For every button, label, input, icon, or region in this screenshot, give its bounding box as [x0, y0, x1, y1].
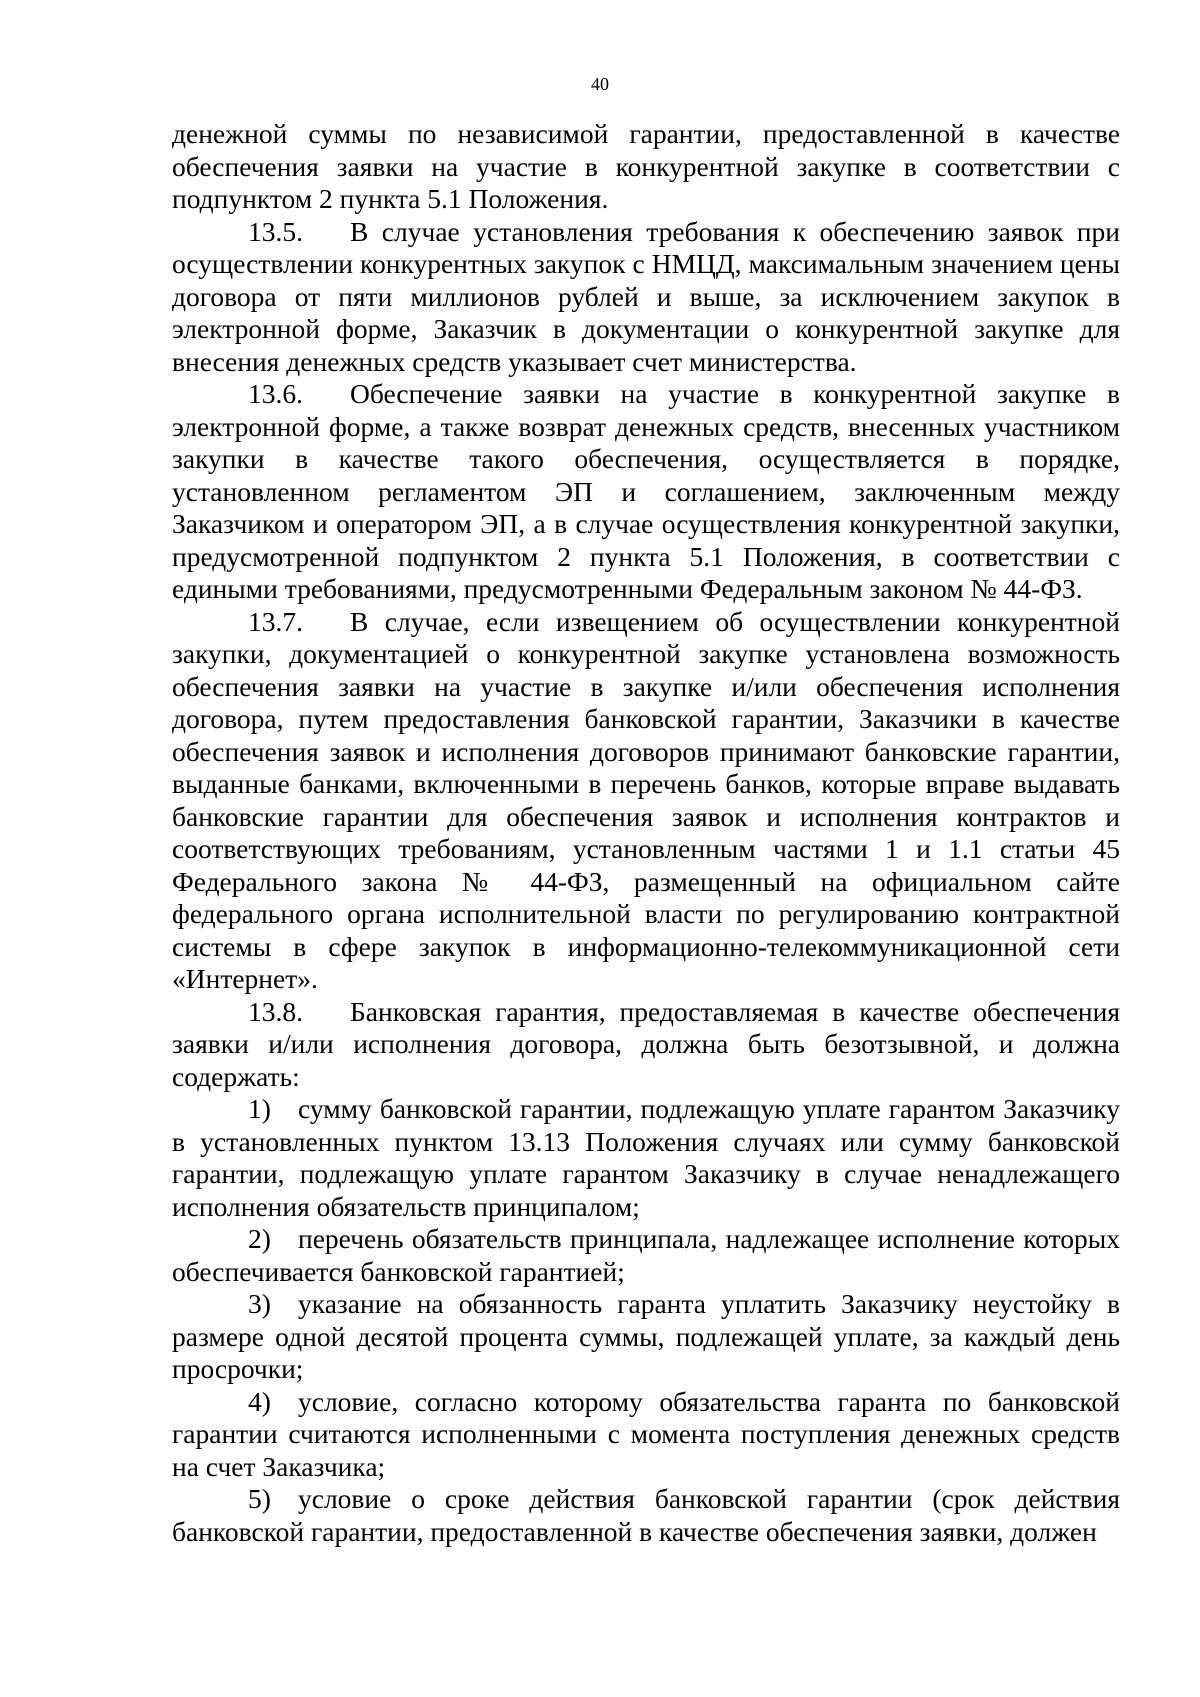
- list-item-number: 1): [248, 1093, 271, 1124]
- clause-number: 13.5.: [248, 215, 303, 247]
- clause-13-7: [172, 606, 1120, 996]
- clause-13-8: [172, 996, 1120, 1094]
- paragraph-continuation: [172, 118, 1120, 216]
- clause-text: В случае, если извещением об осуществлении конкурентной закупки, документацией о конкурентной закупке установлена возможность обеспечения заявки на участие в закупке и/или обеспечения исполнения договора, путем предоставления банковской гарантии, Заказчики в качестве обеспечения заявок и исполнения договоров принимают банковские гарантии, выданные банками, включенными в перечень банков, которые вправе выдавать банковские гарантии для обеспечения заявок и исполнения контрактов и соответствующих требованиям, установленным частями 1 и 1.1 статьи 45 Федерального закона № 44-ФЗ, размещенный на официальном сайте федерального органа исполнительной власти по регулированию контрактной системы в сфере закупок в информационно-телекоммуникационной сети «Интернет».: [172, 605, 1120, 994]
- list-item-text: перечень обязательств принципала, надлежащее исполнение которых обеспечивается банковской гарантией;: [172, 1223, 1120, 1287]
- clause-number: 13.6.: [248, 378, 303, 409]
- list-item-text: сумму банковской гарантии, подлежащую уплате гарантом Заказчику в установленных пунктом 13.13 Положения случаях или сумму банковской гарантии, подлежащую уплате гарантом Заказчику в случае ненадлежащего исполнения обязательств принципалом;: [172, 1093, 1120, 1222]
- list-item-2: [172, 1223, 1120, 1288]
- list-item-3: [172, 1288, 1120, 1386]
- list-item-number: 4): [248, 1385, 271, 1417]
- list-item-text: условие, согласно которому обязательства гаранта по банковской гарантии считаются исполненными с момента поступления денежных средств на счет Заказчика;: [172, 1385, 1120, 1482]
- list-item-number: 5): [248, 1483, 271, 1514]
- clause-text: В случае установления требования к обеспечению заявок при осуществлении конкурентных закупок с НМЦД, максимальным значением цены договора от пяти миллионов рублей и выше, за исключением закупок в электронной форме, Заказчик в документации о конкурентной закупке для внесения денежных средств указывает счет министерства.: [172, 215, 1120, 377]
- paragraph-text: денежной суммы по независимой гарантии, предоставленной в качестве обеспечения заявки на участие в конкурентной закупке в соответствии с подпунктом 2 пункта 5.1 Положения.: [172, 118, 1120, 214]
- list-item-number: 3): [248, 1288, 271, 1319]
- list-item-4: [172, 1386, 1120, 1484]
- list-item-1: [172, 1093, 1120, 1223]
- clause-text: Обеспечение заявки на участие в конкурентной закупке в электронной форме, а также возврат денежных средств, внесенных участником закупки в качестве такого обеспечения, осуществляется в порядке, установленном регламентом ЭП и соглашением, заключенным между Заказчиком и оператором ЭП, а в случае осуществления конкурентной закупки, предусмотренной подпунктом 2 пункта 5.1 Положения, в соответствии с едиными требованиями, предусмотренными Федеральным законом № 44-ФЗ.: [172, 378, 1120, 604]
- list-item-text: условие о сроке действия банковской гарантии (срок действия банковской гарантии, предоставленной в качестве обеспечения заявки, должен: [172, 1483, 1120, 1547]
- list-item-5: [172, 1483, 1120, 1548]
- list-item-number: 2): [248, 1223, 271, 1254]
- document-body: [172, 118, 1120, 1548]
- clause-13-5: [172, 216, 1120, 379]
- page-number: 40: [591, 74, 609, 94]
- clause-text: Банковская гарантия, предоставляемая в качестве обеспечения заявки и/или исполнения договора, должна быть безотзывной, и должна содержать:: [172, 995, 1120, 1092]
- list-item-text: указание на обязанность гаранта уплатить Заказчику неустойку в размере одной десятой процента суммы, подлежащей уплате, за каждый день просрочки;: [172, 1288, 1120, 1384]
- clause-number: 13.8.: [248, 995, 303, 1027]
- clause-13-6: [172, 378, 1120, 606]
- clause-number: 13.7.: [248, 605, 303, 637]
